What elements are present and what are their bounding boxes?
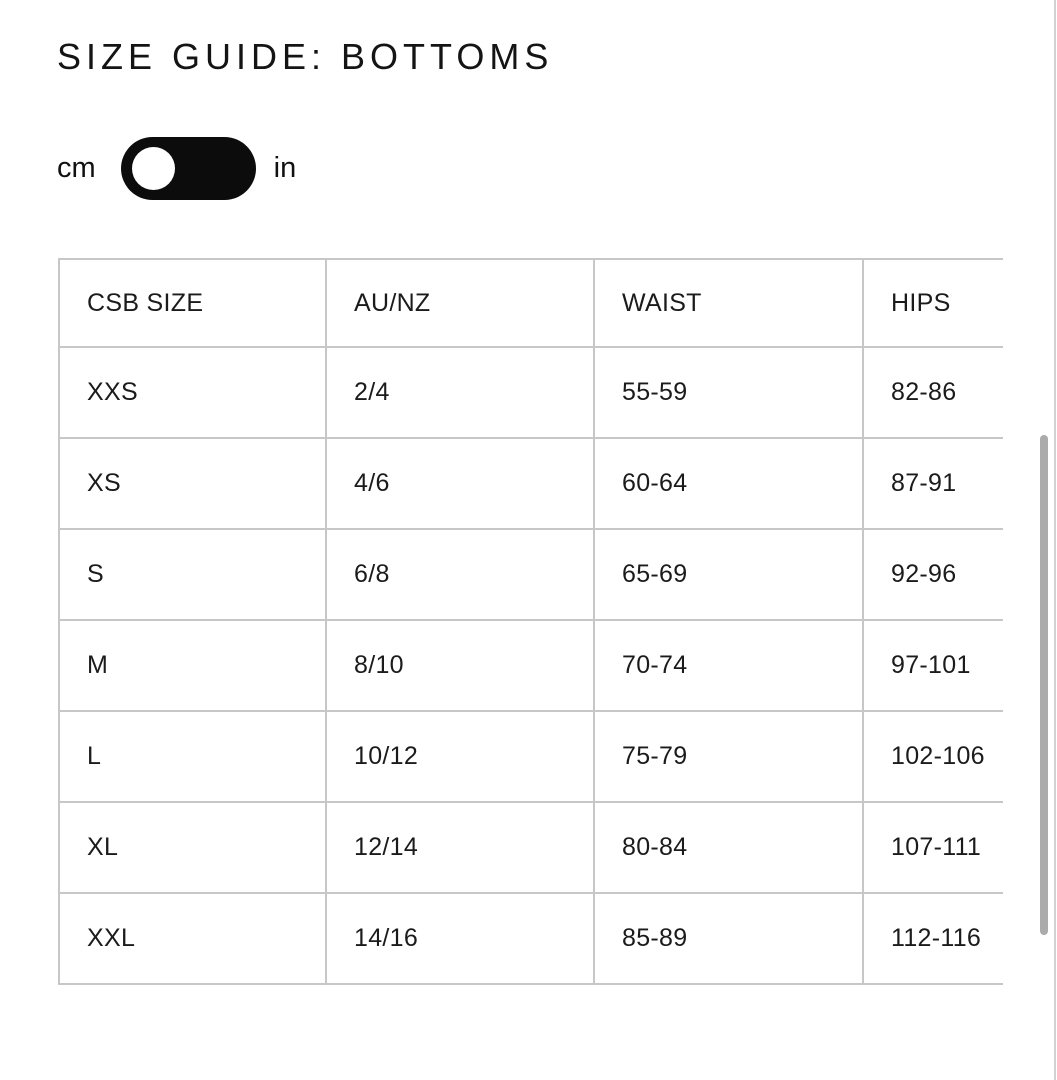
cell-aunz: 6/8 [326, 529, 594, 620]
header-cell-csb-size: CSB SIZE [59, 259, 326, 347]
table-row [59, 620, 1003, 711]
cm-label: cm [57, 152, 96, 184]
cell-hips: 87-91 [863, 438, 1003, 529]
cell-waist: 65-69 [594, 529, 863, 620]
right-edge-divider [1054, 0, 1056, 1080]
cell-aunz: 4/6 [326, 438, 594, 529]
table-row [59, 711, 1003, 802]
cell-aunz: 10/12 [326, 711, 594, 802]
table-row [59, 802, 1003, 893]
cell-hips: 97-101 [863, 620, 1003, 711]
in-label: in [273, 152, 297, 184]
size-table-scroll-container[interactable] [58, 258, 1003, 1005]
header-cell-waist: WAIST [594, 259, 863, 347]
unit-toggle-row [57, 137, 296, 200]
header-cell-hips: HIPS [863, 259, 1003, 347]
cell-size: XXS [59, 347, 326, 438]
table-row [59, 347, 1003, 438]
cell-hips: 82-86 [863, 347, 1003, 438]
cell-aunz: 2/4 [326, 347, 594, 438]
cell-hips: 107-111 [863, 802, 1003, 893]
vertical-scrollbar-thumb[interactable] [1040, 435, 1048, 935]
cell-hips: 92-96 [863, 529, 1003, 620]
cell-waist: 55-59 [594, 347, 863, 438]
unit-toggle-switch[interactable] [121, 137, 256, 200]
table-row [59, 438, 1003, 529]
cell-waist: 60-64 [594, 438, 863, 529]
size-table [58, 258, 1003, 985]
cell-waist: 85-89 [594, 893, 863, 984]
cell-hips: 102-106 [863, 711, 1003, 802]
cell-aunz: 8/10 [326, 620, 594, 711]
cell-size: M [59, 620, 326, 711]
table-row [59, 529, 1003, 620]
cell-waist: 70-74 [594, 620, 863, 711]
cell-waist: 80-84 [594, 802, 863, 893]
cell-aunz: 14/16 [326, 893, 594, 984]
header-cell-aunz: AU/NZ [326, 259, 594, 347]
page-title: SIZE GUIDE: BOTTOMS [57, 36, 554, 77]
cell-waist: 75-79 [594, 711, 863, 802]
table-row [59, 893, 1003, 984]
cell-hips: 112-116 [863, 893, 1003, 984]
cell-size: XS [59, 438, 326, 529]
cell-aunz: 12/14 [326, 802, 594, 893]
cell-size: XL [59, 802, 326, 893]
table-header-row [59, 259, 1003, 347]
cell-size: S [59, 529, 326, 620]
cell-size: XXL [59, 893, 326, 984]
cell-size: L [59, 711, 326, 802]
toggle-knob-icon [132, 147, 175, 190]
